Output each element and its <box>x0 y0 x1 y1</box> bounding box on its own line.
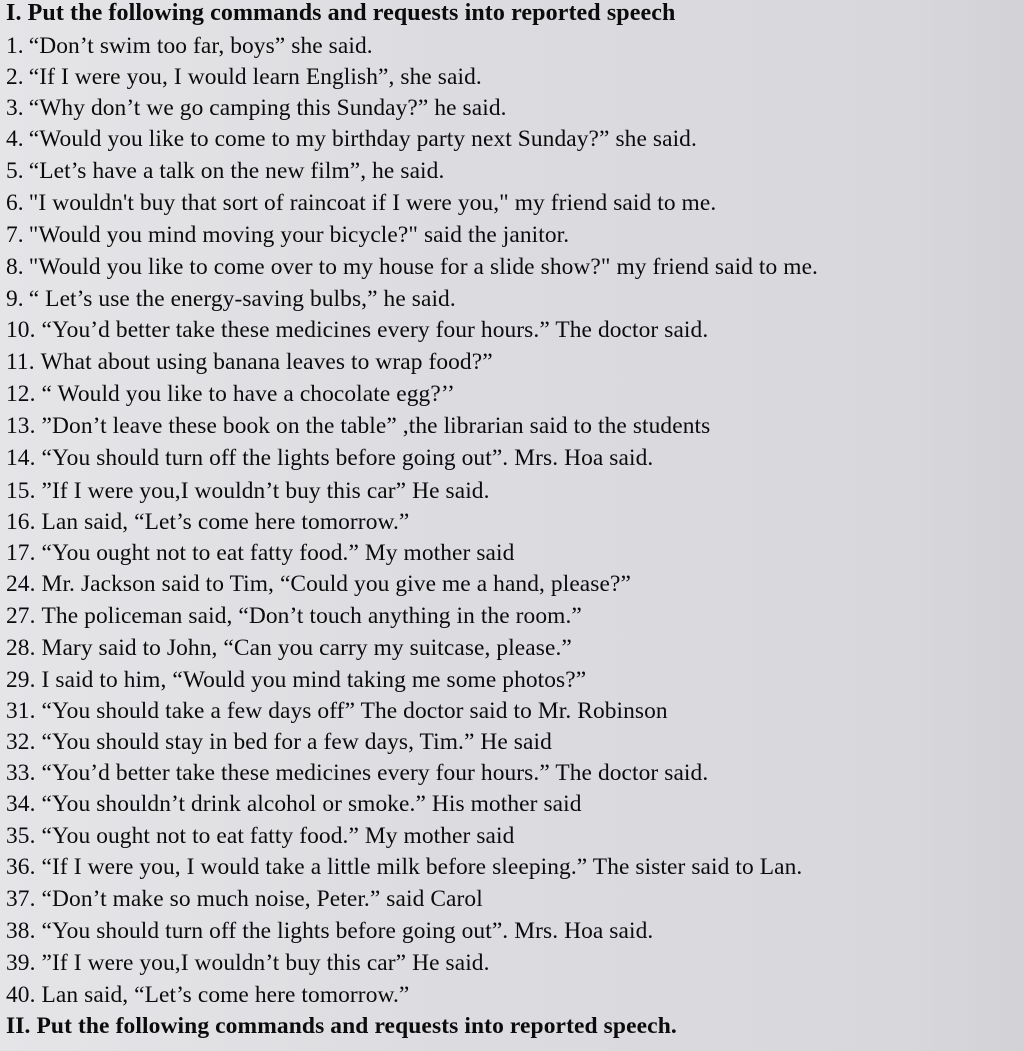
exercise-line <box>6 476 490 506</box>
exercise-number: 36. <box>6 854 36 880</box>
exercise-line <box>6 789 582 819</box>
exercise-text: “Would you like to come to my birthday party next Sunday?” she said. <box>28 126 697 152</box>
exercise-line <box>6 727 552 757</box>
exercise-number: 8. <box>6 254 24 280</box>
exercise-number: 27. <box>6 603 36 629</box>
exercise-text: “You’d better take these medicines every four hours.” The doctor said. <box>41 317 709 343</box>
exercise-number: 12. <box>6 381 36 407</box>
exercise-line <box>6 124 697 154</box>
exercise-text: “You ought not to eat fatty food.” My mother said <box>41 540 515 566</box>
exercise-text: “You ought not to eat fatty food.” My mother said <box>41 823 515 849</box>
exercise-text: “You should turn off the lights before going out”. Mrs. Hoa said. <box>41 918 654 944</box>
exercise-number: 35. <box>6 823 36 849</box>
exercise-line <box>6 62 482 92</box>
exercise-text: Mary said to John, “Can you carry my suitcase, please.” <box>41 635 572 661</box>
exercise-text: “Why don’t we go camping this Sunday?” he said. <box>28 95 507 121</box>
exercise-line <box>6 852 802 882</box>
exercise-line <box>6 220 569 250</box>
exercise-number: 1. <box>6 33 24 59</box>
exercise-number: 11. <box>6 349 35 375</box>
exercise-number: 33. <box>6 760 36 786</box>
exercise-line <box>6 347 493 377</box>
exercise-text: Mr. Jackson said to Tim, “Could you give me a hand, please?” <box>41 571 631 597</box>
exercise-text: “You shouldn’t drink alcohol or smoke.” His mother said <box>41 791 582 817</box>
exercise-number: 7. <box>6 222 24 248</box>
exercise-text: Lan said, “Let’s come here tomorrow.” <box>41 982 410 1008</box>
exercise-text: “Don’t swim too far, boys” she said. <box>28 33 373 59</box>
exercise-text: “You should turn off the lights before going out”. Mrs. Hoa said. <box>41 445 654 471</box>
exercise-text: “You should take a few days off” The doctor said to Mr. Robinson <box>41 698 668 724</box>
exercise-text: “If I were you, I would learn English”, she said. <box>28 64 482 90</box>
exercise-text: “ Let’s use the energy-saving bulbs,” he said. <box>28 286 456 312</box>
exercise-text: "I wouldn't buy that sort of raincoat if I were you," my friend said to me. <box>28 190 717 216</box>
exercise-line <box>6 93 507 123</box>
exercise-text: “You should stay in bed for a few days, Tim.” He said <box>41 729 552 755</box>
exercise-number: 29. <box>6 667 36 693</box>
exercise-line <box>6 569 631 599</box>
exercise-number: 24. <box>6 571 36 597</box>
exercise-line <box>6 156 444 186</box>
exercise-number: 37. <box>6 886 36 912</box>
exercise-line <box>6 315 708 345</box>
exercise-number: 13. <box>6 413 36 439</box>
exercise-text: ”Don’t leave these book on the table” ,the librarian said to the students <box>41 413 711 439</box>
exercise-line <box>6 696 668 726</box>
exercise-number: 4. <box>6 126 24 152</box>
exercise-line <box>6 633 572 663</box>
exercise-number: 28. <box>6 635 36 661</box>
exercise-line <box>6 31 373 61</box>
exercise-number: 9. <box>6 286 24 312</box>
exercise-line <box>6 980 409 1010</box>
exercise-number: 6. <box>6 190 24 216</box>
exercise-line <box>6 884 483 914</box>
exercise-line <box>6 379 455 409</box>
exercise-line <box>6 916 653 946</box>
exercise-line <box>6 507 409 537</box>
exercise-number: 16. <box>6 509 36 535</box>
exercise-text: ”If I were you,I wouldn’t buy this car” He said. <box>41 478 490 504</box>
exercise-text: “ Would you like to have a chocolate egg?’’ <box>41 381 455 407</box>
exercise-line <box>6 821 514 851</box>
exercise-line <box>6 601 582 631</box>
exercise-number: 15. <box>6 478 36 504</box>
exercise-text: "Would you like to come over to my house for a slide show?" my friend said to me. <box>28 254 819 280</box>
section-heading-1: I. Put the following commands and requests into reported speech <box>6 0 676 26</box>
exercise-text: “You’d better take these medicines every four hours.” The doctor said. <box>41 760 709 786</box>
exercise-number: 39. <box>6 950 36 976</box>
section-heading-2: II. Put the following commands and requests into reported speech. <box>6 1013 677 1039</box>
exercise-number: 38. <box>6 918 36 944</box>
exercise-text: “Let’s have a talk on the new film”, he said. <box>28 158 445 184</box>
exercise-text: I said to him, “Would you mind taking me some photos?” <box>41 667 587 693</box>
exercise-number: 31. <box>6 698 36 724</box>
exercise-number: 34. <box>6 791 36 817</box>
exercise-line <box>6 411 710 441</box>
exercise-number: 5. <box>6 158 24 184</box>
exercise-text: ”If I were you,I wouldn’t buy this car” He said. <box>41 950 490 976</box>
exercise-line <box>6 443 653 473</box>
exercise-line <box>6 252 818 282</box>
exercise-line <box>6 538 514 568</box>
exercise-text: "Would you mind moving your bicycle?" said the janitor. <box>28 222 570 248</box>
exercise-number: 40. <box>6 982 36 1008</box>
exercise-number: 3. <box>6 95 24 121</box>
exercise-line <box>6 948 490 978</box>
exercise-line <box>6 188 716 218</box>
exercise-number: 2. <box>6 64 24 90</box>
exercise-text: “If I were you, I would take a little milk before sleeping.” The sister said to Lan. <box>41 854 803 880</box>
exercise-line <box>6 284 456 314</box>
exercise-line <box>6 758 708 788</box>
exercise-text: Lan said, “Let’s come here tomorrow.” <box>41 509 410 535</box>
exercise-text: The policeman said, “Don’t touch anything in the room.” <box>41 603 582 629</box>
exercise-text: “Don’t make so much noise, Peter.” said Carol <box>41 886 483 912</box>
exercise-number: 14. <box>6 445 36 471</box>
exercise-number: 17. <box>6 540 36 566</box>
exercise-number: 32. <box>6 729 36 755</box>
exercise-number: 10. <box>6 317 36 343</box>
exercise-line <box>6 665 586 695</box>
exercise-text: What about using banana leaves to wrap food?” <box>40 349 493 375</box>
